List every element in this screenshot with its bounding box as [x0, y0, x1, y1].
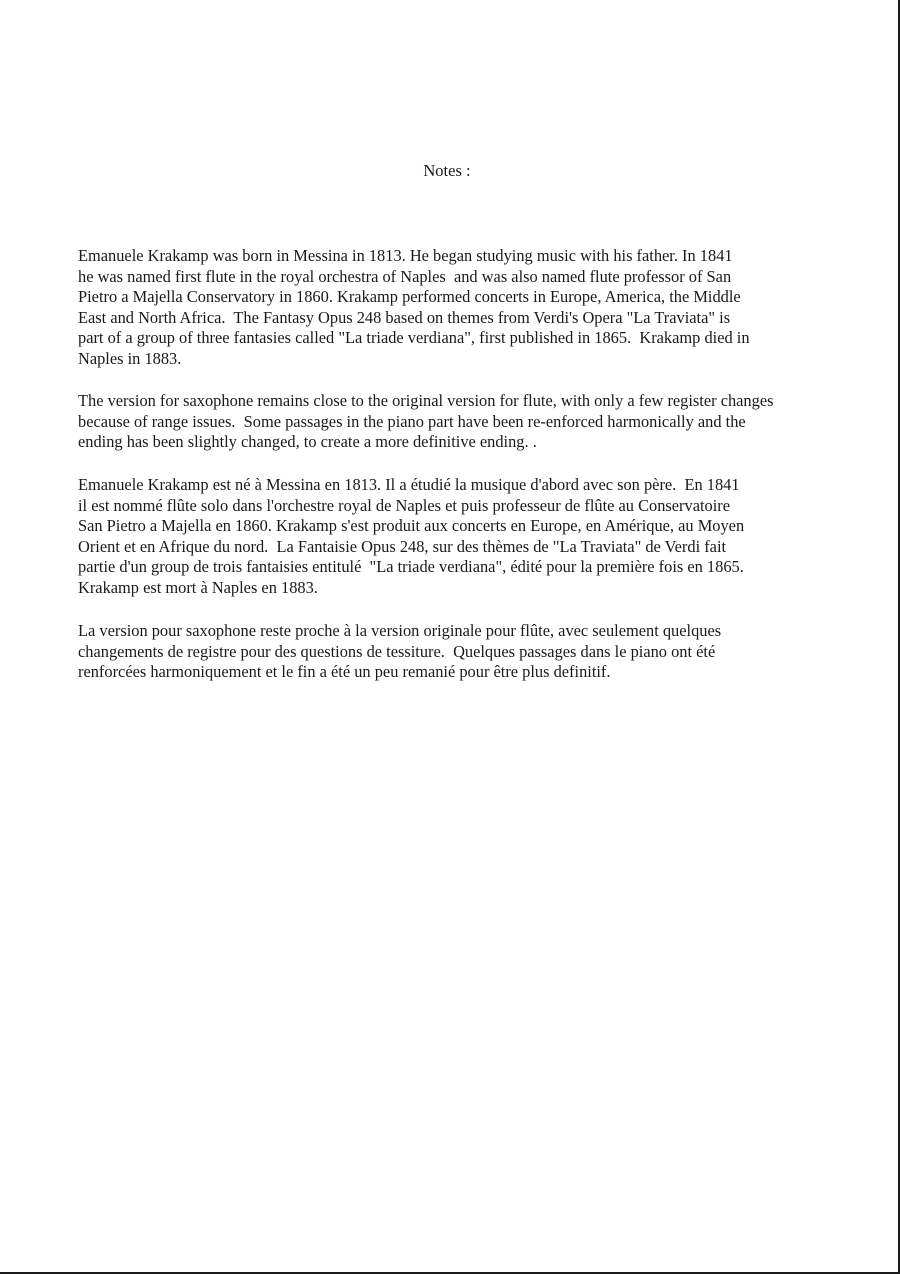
- text-line: changements de registre pour des questions de tessiture. Quelques passages dans le piano ont été: [78, 641, 716, 661]
- paragraph-english-biography: [78, 246, 750, 370]
- paragraph-english-version-notes: [78, 391, 773, 453]
- text-line: il est nommé flûte solo dans l'orchestre royal de Naples et puis professeur de flûte au Conservatoire: [78, 495, 731, 515]
- text-line: East and North Africa. The Fantasy Opus 248 based on themes from Verdi's Opera "La Traviata" is: [78, 307, 731, 327]
- text-line: partie d'un group de trois fantaisies entitulé "La triade verdiana", édité pour la première fois en 1865.: [78, 557, 744, 577]
- paragraph-french-biography: [78, 475, 744, 599]
- text-line: Naples in 1883.: [78, 348, 182, 368]
- text-line: Krakamp est mort à Naples en 1883.: [78, 577, 318, 597]
- text-line: ending has been slightly changed, to create a more definitive ending. .: [78, 432, 537, 452]
- text-line: because of range issues. Some passages in the piano part have been re-enforced harmonically and the: [78, 411, 746, 431]
- text-line: Pietro a Majella Conservatory in 1860. Krakamp performed concerts in Europe, America, the Middle: [78, 287, 741, 307]
- text-line: The version for saxophone remains close to the original version for flute, with only a few register changes: [78, 391, 774, 410]
- text-line: he was named first flute in the royal orchestra of Naples and was also named flute professor of San: [78, 266, 732, 286]
- paragraph-french-version-notes: [78, 621, 721, 683]
- text-line: San Pietro a Majella en 1860. Krakamp s'est produit aux concerts en Europe, en Amérique, au Moyen: [78, 516, 745, 536]
- text-line: Emanuele Krakamp was born in Messina in 1813. He began studying music with his father. In 1841: [78, 246, 733, 265]
- text-line: renforcées harmoniquement et le fin a été un peu remanié pour être plus definitif.: [78, 662, 611, 682]
- text-line: Emanuele Krakamp est né à Messina en 1813. Il a étudié la musique d'abord avec son père. En 1841: [78, 475, 740, 494]
- text-line: La version pour saxophone reste proche à la version originale pour flûte, avec seulement quelques: [78, 621, 722, 640]
- text-line: part of a group of three fantasies called "La triade verdiana", first published in 1865. Krakamp died in: [78, 328, 750, 348]
- page-title: Notes :: [423, 161, 471, 180]
- text-line: Orient et en Afrique du nord. La Fantaisie Opus 248, sur des thèmes de "La Traviata" de Verdi fait: [78, 536, 727, 556]
